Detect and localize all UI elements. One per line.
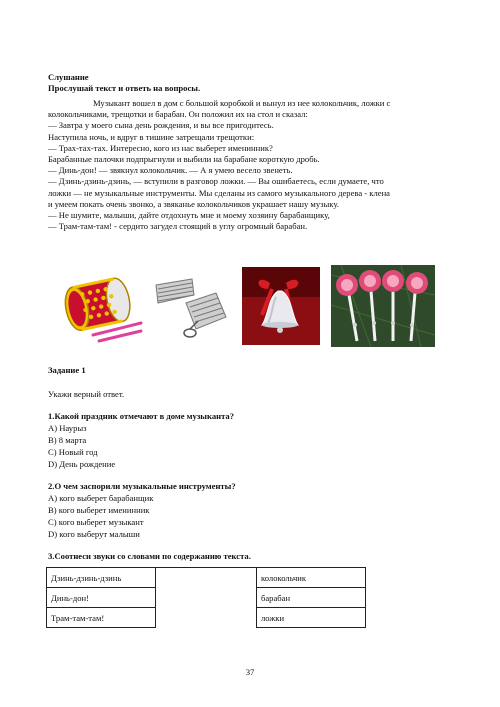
rattle-image [152, 273, 232, 343]
page-number: 37 [245, 667, 255, 677]
story-line: колокольчиками, трещотки и барабан. Он положил их на стол и сказал: [48, 109, 308, 120]
answer-option[interactable]: D) День рождение [48, 459, 116, 469]
story-line: ложки — не музыкальные инструменты. Мы сделаны из самого музыкального дерева - клена [48, 187, 390, 198]
story-line: — Завтра у моего сына день рождения, и вы все пригодитесь. [48, 120, 274, 131]
story-line: — Трам-там-там! - сердито загудел стоящий в углу огромный барабан. [48, 221, 308, 232]
match-space[interactable] [156, 568, 257, 628]
answer-option[interactable]: A) Наурыз [48, 423, 87, 433]
illustrations-row [0, 265, 500, 350]
task-title: Задание 1 [48, 365, 86, 375]
answer-option[interactable]: A) кого выберет барабанщик [48, 493, 154, 503]
sound-cell: Динь-дон! [47, 588, 156, 608]
table-row [47, 568, 366, 588]
task-instruction: Укажи верный ответ. [48, 389, 125, 399]
bell-image [242, 267, 320, 345]
story-line: Наступила ночь, и вдруг в тишине затрещали трещотки: [48, 131, 255, 142]
story-text [48, 98, 468, 232]
instruction-heading: Прослушай текст и ответь на вопросы. [48, 83, 201, 93]
story-line: — Не шумите, малыши, дайте отдохнуть мне и моему хозяину барабанщику, [48, 210, 330, 221]
sound-cell: Трам-там-там! [47, 608, 156, 628]
answer-option[interactable]: C) Новый год [48, 447, 98, 457]
answer-option[interactable]: C) кого выберет музыкант [48, 517, 144, 527]
story-line: Музыкант вошел в дом с большой коробкой и вынул из нее колокольчик, ложки с [93, 98, 391, 108]
section-heading: Слушание [48, 72, 89, 82]
answer-option[interactable]: D) кого выберут малыши [48, 529, 140, 539]
sound-cell: Дзинь-дзинь-дзинь [47, 568, 156, 588]
matching-table [46, 567, 366, 628]
drum-image [55, 269, 143, 343]
question-1: 1.Какой праздник отмечают в доме музыканта? [48, 411, 234, 421]
question-3: 3.Соотнеси звуки со словами по содержанию текста. [48, 551, 251, 561]
story-line: — Динь-дон! — звякнул колокольчик. — А я умею весело звенеть. [48, 165, 293, 176]
story-line: Барабанные палочки подпрыгнули и выбили на барабане короткую дробь. [48, 154, 320, 165]
word-cell: ложки [257, 608, 366, 628]
spoons-image [331, 265, 435, 347]
answer-option[interactable]: B) 8 марта [48, 435, 87, 445]
story-line: — Трах-тах-тах. Интересно, кого из нас выберет именинник? [48, 142, 273, 153]
question-2: 2.О чем заспорили музыкальные инструменты? [48, 481, 236, 491]
answer-option[interactable]: B) кого выберет именинник [48, 505, 150, 515]
word-cell: колокольчик [257, 568, 366, 588]
story-line: — Дзинь-дзинь-дзинь, — вступили в разговор ложки. — Вы ошибаетесь, если думаете, что [48, 176, 384, 187]
word-cell: барабан [257, 588, 366, 608]
story-line: и умеем покать очень звонко, а звяканье колокольчиков украшает нашу музыку. [48, 198, 339, 209]
